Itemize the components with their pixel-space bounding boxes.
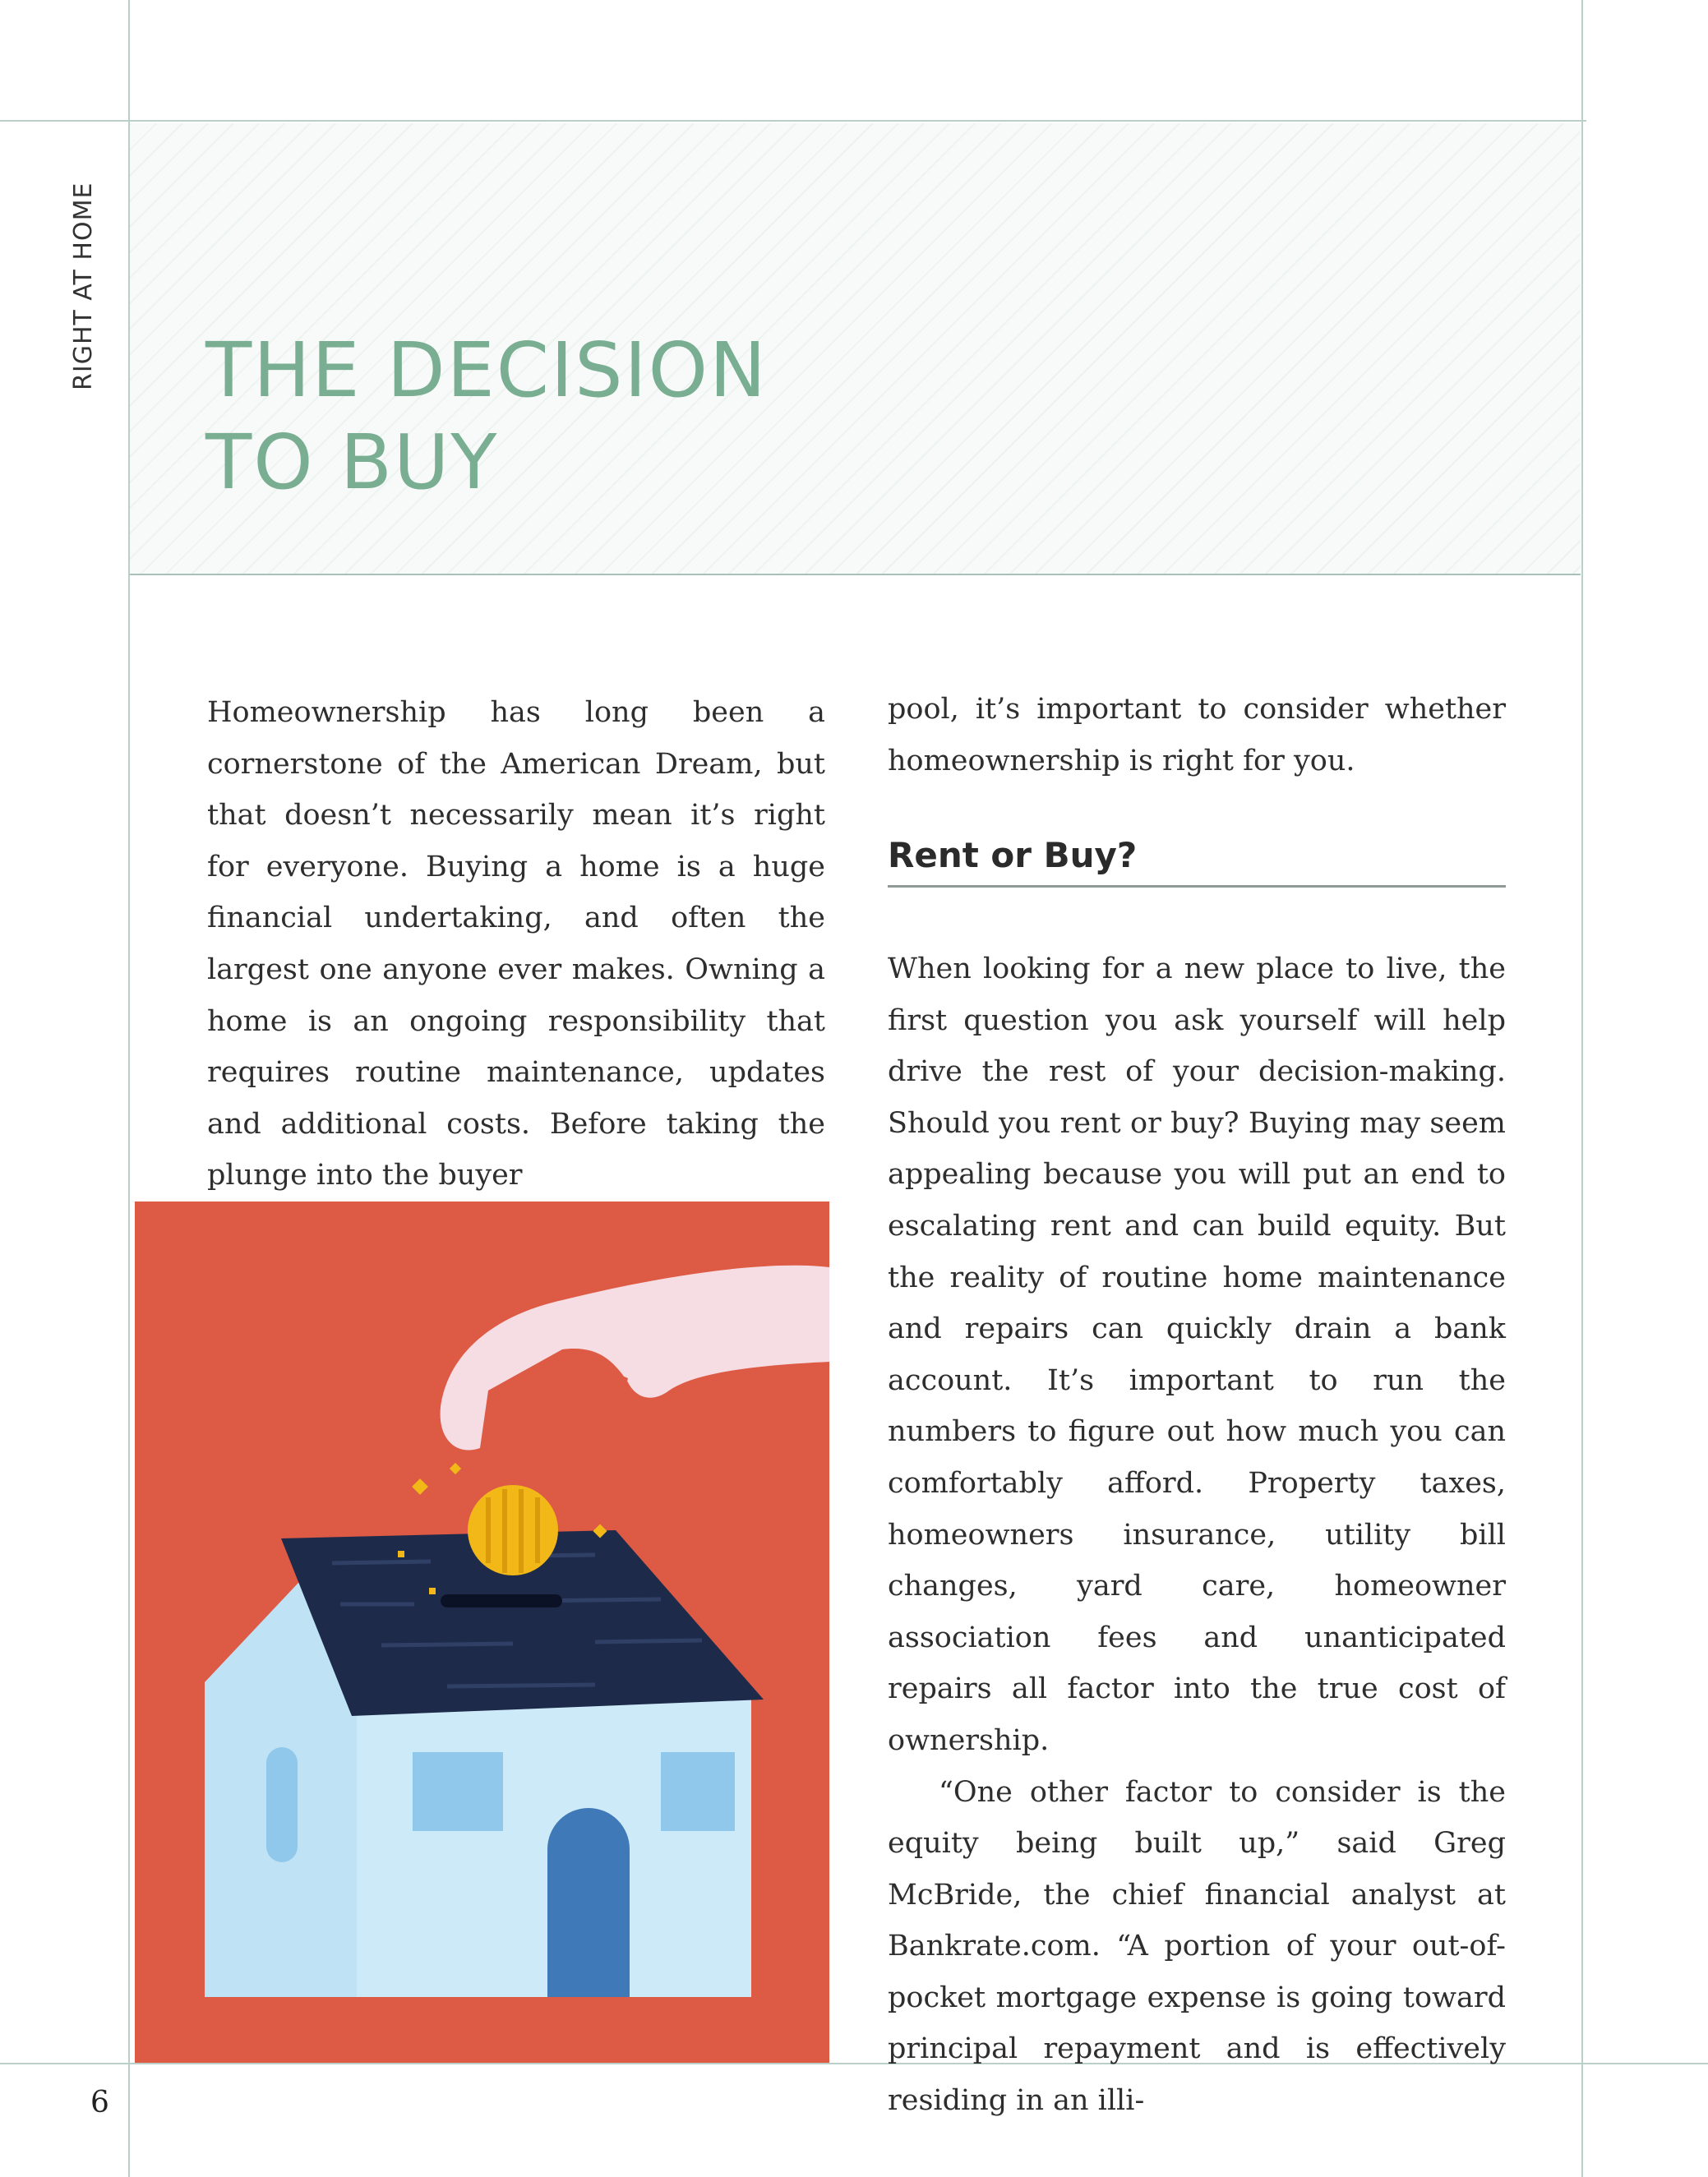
- coin: [468, 1485, 558, 1575]
- subheading-rent-or-buy: Rent or Buy?: [888, 835, 1506, 888]
- coin-slot: [441, 1594, 562, 1607]
- side-window: [266, 1747, 298, 1862]
- front-window-left: [413, 1752, 503, 1831]
- front-window-right: [661, 1752, 735, 1831]
- door: [547, 1808, 630, 1997]
- title-line-2: TO BUY: [205, 418, 499, 506]
- right-margin-rule: [1581, 0, 1583, 2177]
- intro-continuation: pool, it’s important to consider whether homeownership is right for you.: [888, 693, 1506, 777]
- right-column-intro: [888, 684, 1506, 786]
- intro-paragraph: Homeownership has long been a cornerstone of the American Dream, but that doesn’t necessarily mean it’s right for everyone. Buying a home is a huge financial undertaking, and often the largest one anyone ever makes. Owning a home is an ongoing responsibility that requires routine maintenance, updates and additional costs. Before taking the plunge into the buyer: [207, 696, 825, 1192]
- top-rule: [0, 120, 1586, 122]
- page-number: 6: [90, 2086, 109, 2119]
- paragraph-quote: “One other factor to consider is the equity being built up,” said Greg McBride, the chief financial analyst at Bankrate.com. “A portion of your out-of-pocket mortgage expense is going toward principal repayment and is effectively residing in an illi-: [888, 1775, 1506, 2118]
- section-label: RIGHT AT HOME: [69, 182, 98, 390]
- left-column-text: [207, 687, 825, 1202]
- page-title: [205, 325, 768, 509]
- right-column-text: [888, 943, 1506, 2127]
- hand-dropping-coin-into-house-piggy-bank-icon: [135, 1202, 829, 2063]
- paragraph-rent-or-buy: When looking for a new place to live, the first question you ask yourself will help drive the rest of your decision-making. Should you rent or buy? Buying may seem appealing because you will put an end to escalating rent and can build equity. But the reality of routine home maintenance and repairs can quickly drain a bank account. It’s important to run the numbers to figure out how much you can comfortably afford. Property taxes, homeowners insurance, utility bill changes, yard care, homeowner association fees and unanticipated repairs all factor into the true cost of ownership.: [888, 952, 1506, 1757]
- title-line-1: THE DECISION: [205, 326, 768, 414]
